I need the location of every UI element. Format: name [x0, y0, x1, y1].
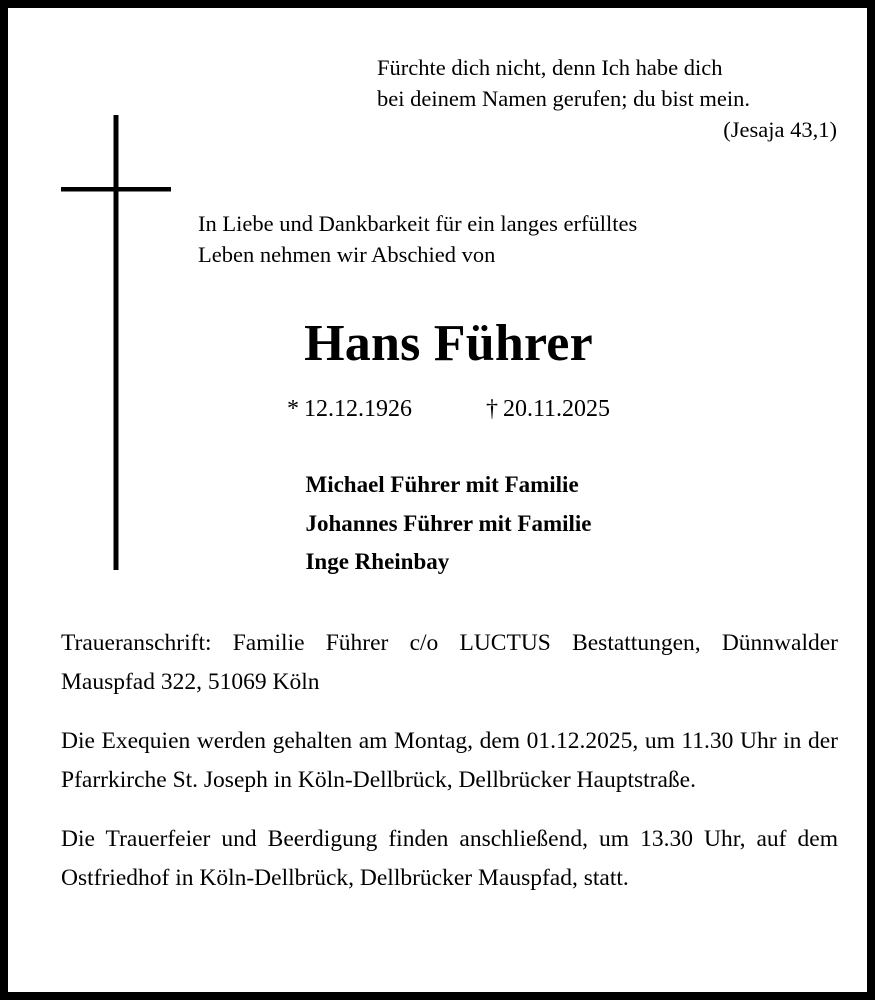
service-paragraph: Die Exequien werden gehalten am Montag, dem 01.12.2025, um 11.30 Uhr in der Pfarrkirche St. Joseph in Köln-Dellbrück, Dellbrücker Hauptstraße.	[61, 728, 838, 793]
list-item: Johannes Führer mit Familie	[305, 510, 592, 536]
list-item: Inge Rheinbay	[305, 549, 450, 574]
death-date	[486, 396, 610, 422]
survivors-section	[61, 466, 836, 582]
burial-paragraph: Die Trauerfeier und Beerdigung finden anschließend, um 13.30 Uhr, auf dem Ostfriedhof in Köln-Dellbrück, Dellbrücker Mauspfad, statt.	[61, 826, 838, 891]
birth-symbol-asterisk-icon: *	[286, 396, 299, 422]
mourning-address-paragraph: Traueranschrift: Familie Führer c/o LUCTUS Bestattungen, Dünnwalder Mauspfad 322, 51069 Köln	[61, 630, 838, 695]
deceased-name: Hans Führer	[304, 315, 593, 372]
death-date-value: 20.11.2025	[502, 396, 611, 422]
birth-date	[287, 396, 412, 422]
life-dates	[61, 394, 836, 424]
verse-line-1: Fürchte dich nicht, denn Ich habe dich	[377, 55, 723, 80]
death-symbol-cross-icon: †	[485, 396, 498, 422]
list-item: Michael Führer mit Familie	[305, 472, 579, 497]
birth-date-value: 12.12.1926	[303, 396, 412, 422]
notice-content	[8, 8, 867, 992]
details-section	[61, 624, 838, 898]
intro-line-1: In Liebe und Dankbarkeit für ein langes erfülltes	[198, 211, 638, 236]
bible-verse	[377, 52, 837, 145]
intro-text	[198, 208, 848, 270]
survivors-list	[305, 466, 591, 582]
verse-source: (Jesaja 43,1)	[723, 117, 837, 142]
intro-line-2: Leben nehmen wir Abschied von	[198, 242, 496, 267]
verse-line-2: bei deinem Namen gerufen; du bist mein.	[377, 86, 751, 111]
